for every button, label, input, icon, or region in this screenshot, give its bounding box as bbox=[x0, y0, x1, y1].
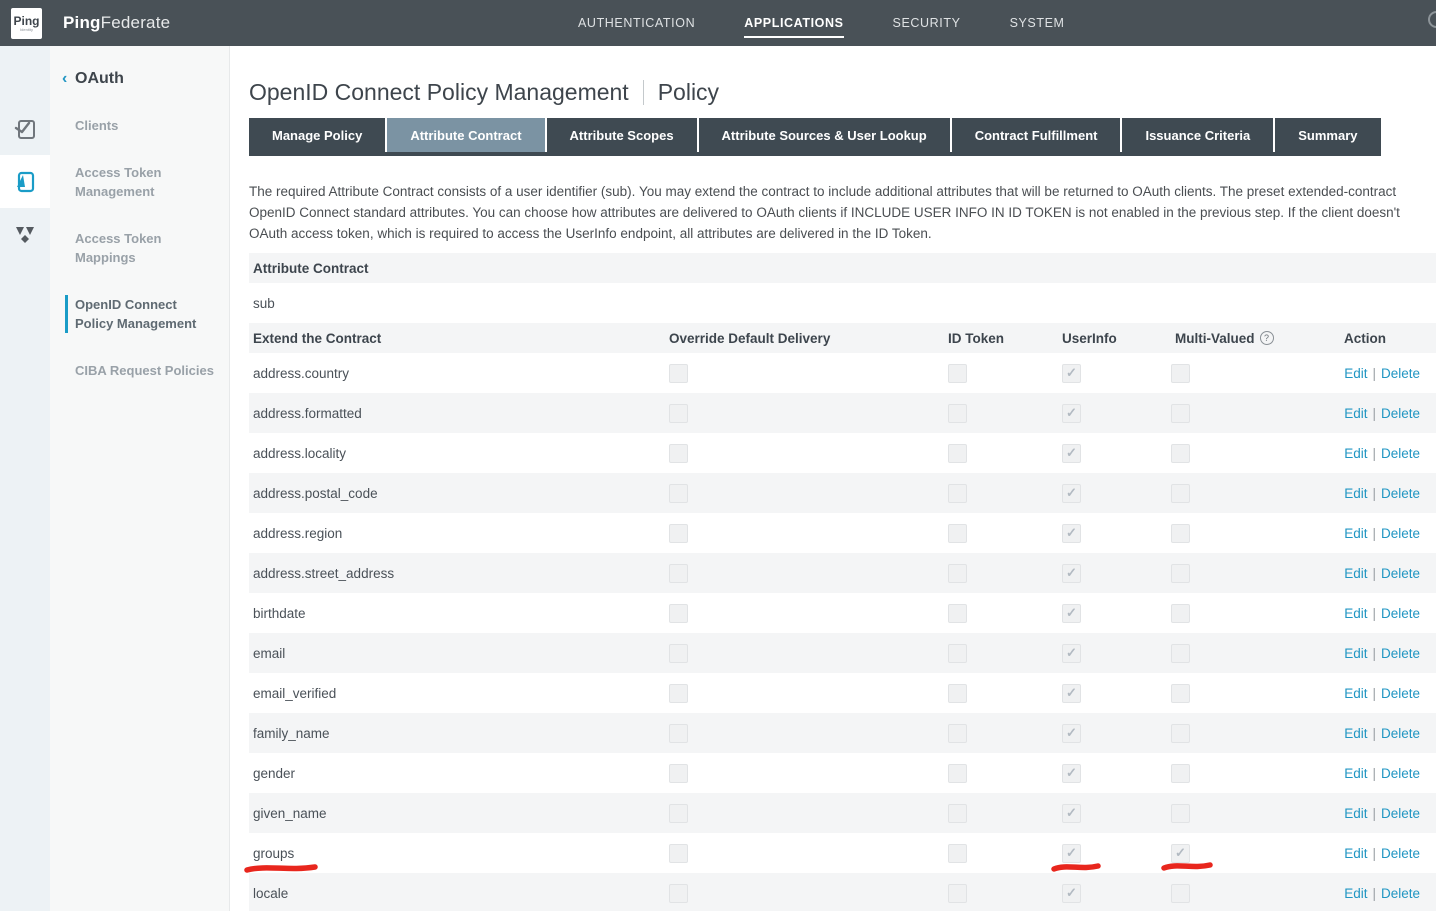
action-cell bbox=[1344, 606, 1436, 621]
multi-valued-checkbox[interactable] bbox=[1171, 804, 1190, 823]
column-override-default-delivery: Override Default Delivery bbox=[669, 330, 831, 346]
delete-link[interactable]: Delete bbox=[1380, 365, 1420, 381]
edit-link[interactable]: Edit bbox=[1344, 885, 1368, 901]
delete-link[interactable]: Delete bbox=[1380, 685, 1420, 701]
nav-item-authentication[interactable]: AUTHENTICATION bbox=[578, 16, 696, 30]
sidebar-icon-strip bbox=[0, 46, 50, 911]
attribute-name: locale bbox=[253, 885, 289, 901]
action-separator: | bbox=[1372, 525, 1376, 541]
action-cell bbox=[1344, 406, 1436, 421]
tab-bar bbox=[249, 118, 1381, 156]
column-id-token: ID Token bbox=[948, 330, 1005, 346]
multi-valued-checkbox[interactable] bbox=[1171, 764, 1190, 783]
override-default-delivery-checkbox[interactable] bbox=[669, 484, 688, 503]
attribute-name: birthdate bbox=[253, 605, 306, 621]
override-default-delivery-checkbox[interactable] bbox=[669, 364, 688, 383]
override-default-delivery-checkbox[interactable] bbox=[669, 684, 688, 703]
delete-link[interactable]: Delete bbox=[1380, 485, 1420, 501]
delete-link[interactable]: Delete bbox=[1380, 525, 1420, 541]
action-separator: | bbox=[1372, 885, 1376, 901]
delete-link[interactable]: Delete bbox=[1380, 845, 1420, 861]
attribute-name: address.locality bbox=[253, 445, 347, 461]
attribute-name: address.region bbox=[253, 525, 343, 541]
attribute-name: address.formatted bbox=[253, 405, 362, 421]
edit-link[interactable]: Edit bbox=[1344, 765, 1368, 781]
override-default-delivery-checkbox[interactable] bbox=[669, 844, 688, 863]
edit-link[interactable]: Edit bbox=[1344, 805, 1368, 821]
page-title-row bbox=[249, 79, 1436, 106]
override-default-delivery-checkbox[interactable] bbox=[669, 884, 688, 903]
edit-link[interactable]: Edit bbox=[1344, 565, 1368, 581]
main-content bbox=[230, 46, 1436, 911]
edit-link[interactable]: Edit bbox=[1344, 365, 1368, 381]
multi-valued-checkbox[interactable] bbox=[1171, 604, 1190, 623]
brand-title bbox=[63, 13, 170, 33]
table-row-address.formatted bbox=[249, 393, 1436, 433]
userinfo-checkbox-checked[interactable] bbox=[1062, 524, 1081, 543]
override-default-delivery-checkbox[interactable] bbox=[669, 524, 688, 543]
action-cell bbox=[1344, 366, 1436, 381]
delete-link[interactable]: Delete bbox=[1380, 605, 1420, 621]
multi-valued-checkbox[interactable] bbox=[1171, 644, 1190, 663]
id-token-checkbox[interactable] bbox=[948, 524, 967, 543]
ping-logo[interactable] bbox=[11, 8, 42, 39]
sidebar-item-access-token-mappings[interactable]: Access Token Mappings bbox=[75, 231, 162, 265]
action-cell bbox=[1344, 526, 1436, 541]
chevron-left-icon: ‹ bbox=[62, 70, 68, 87]
id-token-checkbox[interactable] bbox=[948, 404, 967, 423]
delete-link[interactable]: Delete bbox=[1380, 645, 1420, 661]
userinfo-checkbox-checked[interactable] bbox=[1062, 644, 1081, 663]
multi-valued-checkbox[interactable] bbox=[1171, 684, 1190, 703]
override-default-delivery-checkbox[interactable] bbox=[669, 604, 688, 623]
table-row-groups bbox=[249, 833, 1436, 873]
id-token-checkbox[interactable] bbox=[948, 444, 967, 463]
description-line: The required Attribute Contract consists of a user identifier (sub). You may extend the contract to include additional attributes that will be returned to OAuth clients. The preset extended-contract bbox=[249, 184, 1397, 199]
red-underline-userinfo bbox=[1051, 861, 1101, 873]
sidebar-section-title: OAuth bbox=[75, 70, 124, 87]
sidebar-item-clients[interactable]: Clients bbox=[75, 118, 119, 133]
id-token-checkbox[interactable] bbox=[948, 484, 967, 503]
brand-ping: Ping bbox=[63, 13, 101, 32]
userinfo-checkbox-checked[interactable] bbox=[1062, 844, 1081, 863]
userinfo-checkbox-checked[interactable] bbox=[1062, 404, 1081, 423]
attribute-name: gender bbox=[253, 765, 296, 781]
column-extend-the-contract: Extend the Contract bbox=[253, 330, 382, 346]
multi-valued-checkbox[interactable] bbox=[1171, 884, 1190, 903]
sidebar-icon-clients[interactable] bbox=[0, 102, 50, 155]
edit-link[interactable]: Edit bbox=[1344, 845, 1368, 861]
action-cell bbox=[1344, 726, 1436, 741]
id-token-checkbox[interactable] bbox=[948, 644, 967, 663]
attribute-name: address.postal_code bbox=[253, 485, 378, 501]
page-subtitle: Policy bbox=[657, 79, 720, 105]
override-default-delivery-checkbox[interactable] bbox=[669, 804, 688, 823]
action-separator: | bbox=[1372, 805, 1376, 821]
page-title: OpenID Connect Policy Management bbox=[249, 79, 629, 105]
delete-link[interactable]: Delete bbox=[1380, 805, 1420, 821]
action-cell bbox=[1344, 766, 1436, 781]
attribute-name: given_name bbox=[253, 805, 327, 821]
tab-issuance-criteria[interactable]: Issuance Criteria bbox=[1122, 118, 1273, 152]
action-cell bbox=[1344, 686, 1436, 701]
description-line: OpenID Connect standard attributes. You can choose how attributes are delivered to OAuth clients if INCLUDE USER INFO IN ID TOKEN is not enabled in the previous step. If the client doesn't bbox=[249, 205, 1400, 220]
ping-logo-sub: Identity bbox=[20, 26, 33, 32]
attribute-name: address.country bbox=[253, 365, 350, 381]
userinfo-checkbox-checked[interactable] bbox=[1062, 564, 1081, 583]
search-icon[interactable] bbox=[1428, 11, 1436, 28]
multi-valued-checkbox[interactable] bbox=[1171, 484, 1190, 503]
column-userinfo: UserInfo bbox=[1062, 330, 1117, 346]
action-separator: | bbox=[1372, 605, 1376, 621]
action-cell bbox=[1344, 566, 1436, 581]
override-default-delivery-checkbox[interactable] bbox=[669, 764, 688, 783]
column-action: Action bbox=[1344, 330, 1386, 346]
override-default-delivery-checkbox[interactable] bbox=[669, 564, 688, 583]
table-row-locale bbox=[249, 873, 1436, 911]
userinfo-checkbox-checked[interactable] bbox=[1062, 364, 1081, 383]
userinfo-checkbox-checked[interactable] bbox=[1062, 884, 1081, 903]
table-row-address.street_address bbox=[249, 553, 1436, 593]
action-cell bbox=[1344, 486, 1436, 501]
delete-link[interactable]: Delete bbox=[1380, 885, 1420, 901]
table-row-gender bbox=[249, 753, 1436, 793]
ping-logo-word: Ping bbox=[13, 13, 40, 28]
description-text bbox=[249, 181, 1436, 244]
tab-attribute-scopes[interactable]: Attribute Scopes bbox=[547, 118, 697, 152]
attribute-rows bbox=[249, 353, 1436, 911]
sidebar-oauth-header[interactable] bbox=[50, 70, 229, 88]
clients-icon bbox=[12, 116, 38, 142]
column-multi-valued: Multi-Valued ? bbox=[1175, 331, 1344, 346]
edit-link[interactable]: Edit bbox=[1344, 445, 1368, 461]
action-cell bbox=[1344, 446, 1436, 461]
sidebar-item-access-token-management[interactable]: Access Token Management bbox=[75, 165, 162, 199]
tab-manage-policy[interactable]: Manage Policy bbox=[249, 118, 385, 152]
table-row-email_verified bbox=[249, 673, 1436, 713]
sub-attribute-row bbox=[249, 283, 1436, 323]
override-default-delivery-checkbox[interactable] bbox=[669, 644, 688, 663]
action-separator: | bbox=[1372, 445, 1376, 461]
title-divider bbox=[643, 80, 644, 105]
tab-attribute-sources-user-lookup[interactable]: Attribute Sources & User Lookup bbox=[699, 118, 950, 152]
delete-link[interactable]: Delete bbox=[1380, 405, 1420, 421]
userinfo-checkbox-checked[interactable] bbox=[1062, 764, 1081, 783]
edit-link[interactable]: Edit bbox=[1344, 485, 1368, 501]
attribute-name: address.street_address bbox=[253, 565, 395, 581]
edit-link[interactable]: Edit bbox=[1344, 405, 1368, 421]
multi-valued-checkbox[interactable] bbox=[1171, 404, 1190, 423]
edit-link[interactable]: Edit bbox=[1344, 725, 1368, 741]
tab-attribute-contract[interactable]: Attribute Contract bbox=[387, 118, 544, 152]
edit-link[interactable]: Edit bbox=[1344, 685, 1368, 701]
attribute-name: family_name bbox=[253, 725, 330, 741]
action-separator: | bbox=[1372, 765, 1376, 781]
access-token-mappings-icon bbox=[13, 223, 37, 247]
table-row-address.region bbox=[249, 513, 1436, 553]
table-row-address.postal_code bbox=[249, 473, 1436, 513]
userinfo-checkbox-checked[interactable] bbox=[1062, 484, 1081, 503]
override-default-delivery-checkbox[interactable] bbox=[669, 404, 688, 423]
nav-item-security[interactable]: SECURITY bbox=[892, 16, 961, 30]
userinfo-checkbox-checked[interactable] bbox=[1062, 444, 1081, 463]
id-token-checkbox[interactable] bbox=[948, 844, 967, 863]
attribute-name: groups bbox=[253, 845, 295, 861]
access-token-management-icon bbox=[12, 169, 38, 195]
id-token-checkbox[interactable] bbox=[948, 564, 967, 583]
tab-contract-fulfillment[interactable]: Contract Fulfillment bbox=[952, 118, 1121, 152]
sidebar-menu bbox=[50, 46, 230, 911]
table-row-family_name bbox=[249, 713, 1436, 753]
sub-attribute-label: sub bbox=[253, 295, 275, 311]
multi-valued-checkbox[interactable] bbox=[1171, 724, 1190, 743]
id-token-checkbox[interactable] bbox=[948, 364, 967, 383]
id-token-checkbox[interactable] bbox=[948, 804, 967, 823]
nav-item-applications[interactable]: APPLICATIONS bbox=[744, 16, 844, 30]
userinfo-checkbox-checked[interactable] bbox=[1062, 684, 1081, 703]
userinfo-checkbox-checked[interactable] bbox=[1062, 604, 1081, 623]
edit-link[interactable]: Edit bbox=[1344, 605, 1368, 621]
attribute-name: email bbox=[253, 645, 286, 661]
multi-valued-checkbox[interactable] bbox=[1171, 444, 1190, 463]
id-token-checkbox[interactable] bbox=[948, 724, 967, 743]
description-line: OAuth access token, which is required to access the UserInfo endpoint, all attributes are delivered in the ID Token. bbox=[249, 226, 932, 241]
userinfo-checkbox-checked[interactable] bbox=[1062, 724, 1081, 743]
action-cell bbox=[1344, 886, 1436, 901]
action-separator: | bbox=[1372, 845, 1376, 861]
action-cell bbox=[1344, 646, 1436, 661]
help-icon[interactable]: ? bbox=[1260, 331, 1274, 345]
id-token-checkbox[interactable] bbox=[948, 684, 967, 703]
action-separator: | bbox=[1372, 365, 1376, 381]
edit-link[interactable]: Edit bbox=[1344, 645, 1368, 661]
brand-federate: Federate bbox=[100, 13, 171, 32]
action-cell bbox=[1344, 806, 1436, 821]
sidebar-item-openid-connect-policy-management[interactable]: OpenID Connect Policy Management bbox=[65, 295, 229, 333]
delete-link[interactable]: Delete bbox=[1380, 725, 1420, 741]
action-separator: | bbox=[1372, 485, 1376, 501]
attribute-contract-label: Attribute Contract bbox=[253, 260, 369, 276]
userinfo-checkbox-checked[interactable] bbox=[1062, 804, 1081, 823]
table-row-address.country bbox=[249, 353, 1436, 393]
action-separator: | bbox=[1372, 405, 1376, 421]
table-row-email bbox=[249, 633, 1436, 673]
attribute-contract-band bbox=[249, 253, 1436, 283]
table-row-birthdate bbox=[249, 593, 1436, 633]
action-separator: | bbox=[1372, 685, 1376, 701]
top-nav-items bbox=[578, 0, 1065, 46]
multi-valued-checkbox-checked[interactable] bbox=[1171, 844, 1190, 863]
nav-item-system[interactable]: SYSTEM bbox=[1009, 16, 1065, 30]
multi-valued-checkbox[interactable] bbox=[1171, 364, 1190, 383]
action-separator: | bbox=[1372, 565, 1376, 581]
id-token-checkbox[interactable] bbox=[948, 604, 967, 623]
override-default-delivery-checkbox[interactable] bbox=[669, 724, 688, 743]
id-token-checkbox[interactable] bbox=[948, 884, 967, 903]
action-separator: | bbox=[1372, 725, 1376, 741]
table-row-given_name bbox=[249, 793, 1436, 833]
delete-link[interactable]: Delete bbox=[1380, 765, 1420, 781]
delete-link[interactable]: Delete bbox=[1380, 445, 1420, 461]
action-cell bbox=[1344, 846, 1436, 861]
action-separator: | bbox=[1372, 645, 1376, 661]
id-token-checkbox[interactable] bbox=[948, 764, 967, 783]
sidebar-icon-access-token-mappings[interactable] bbox=[0, 208, 50, 261]
tab-summary[interactable]: Summary bbox=[1275, 118, 1380, 152]
table-header-row bbox=[249, 323, 1436, 353]
table-row-address.locality bbox=[249, 433, 1436, 473]
attribute-name: email_verified bbox=[253, 685, 337, 701]
sidebar-item-ciba-request-policies[interactable]: CIBA Request Policies bbox=[75, 363, 214, 378]
delete-link[interactable]: Delete bbox=[1380, 565, 1420, 581]
override-default-delivery-checkbox[interactable] bbox=[669, 444, 688, 463]
sidebar-items bbox=[50, 116, 229, 380]
edit-link[interactable]: Edit bbox=[1344, 525, 1368, 541]
multi-valued-checkbox[interactable] bbox=[1171, 564, 1190, 583]
multi-valued-checkbox[interactable] bbox=[1171, 524, 1190, 543]
sidebar-icon-access-token-management[interactable] bbox=[0, 155, 50, 208]
top-nav bbox=[0, 0, 1436, 46]
